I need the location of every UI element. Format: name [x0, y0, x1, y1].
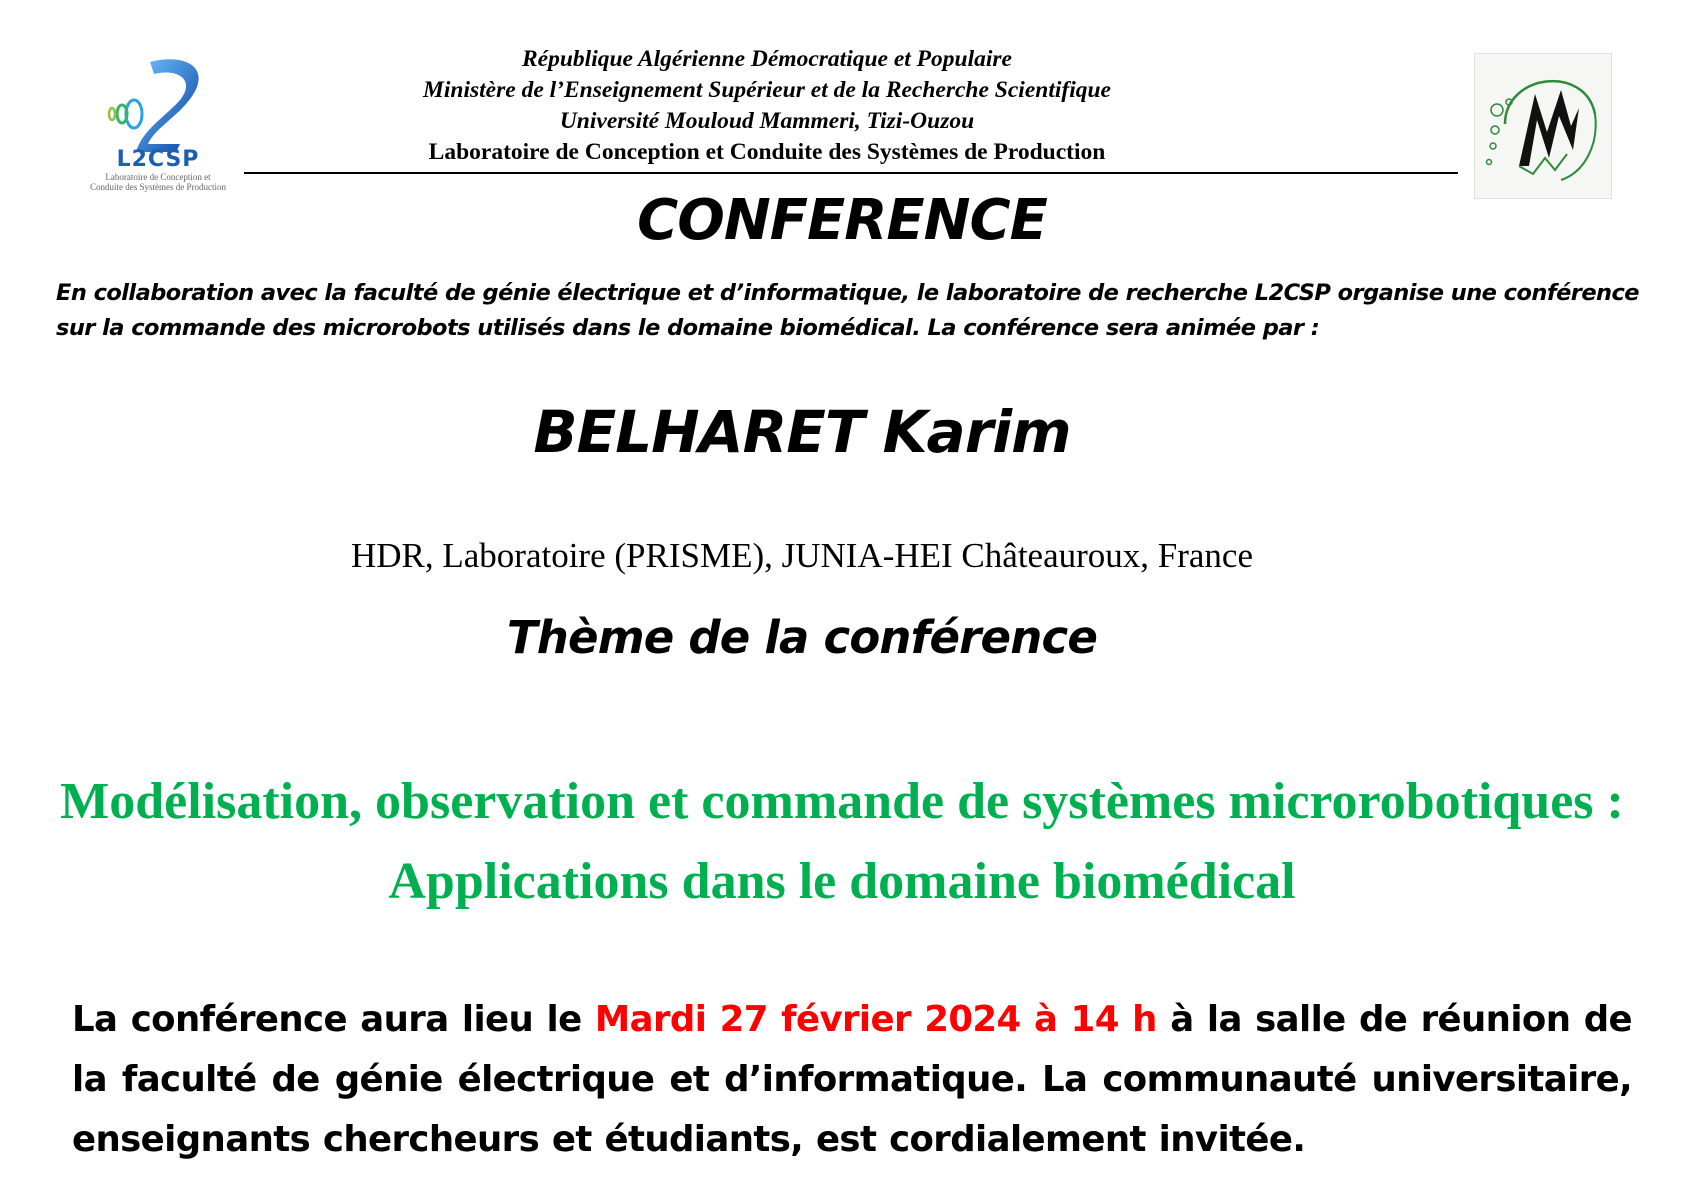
- header-divider: [244, 172, 1458, 174]
- event-date: Mardi 27 février 2024 à 14 h: [594, 999, 1157, 1040]
- details-after: à la salle de réunion de la faculté de génie électrique et d’informatique. La communauté universitaire, enseignants chercheurs et étudiants, est cordialement invitée.: [72, 999, 1632, 1160]
- intro-paragraph: En collaboration avec la faculté de génie électrique et d’informatique, le laboratoire de recherche L2CSP organise une conférence sur la commande des microrobots utilisés dans le domaine biomédical. La conférence sera animée par :: [56, 280, 1639, 341]
- page-title: CONFERENCE: [637, 188, 1047, 253]
- theme-label: Thème de la conférence: [506, 611, 1098, 664]
- details-before: La conférence aura lieu le: [72, 999, 595, 1040]
- l2csp-logo-text: L2CSP: [116, 147, 200, 172]
- header-ministry: Ministère de l’Enseignement Supérieur et de la Recherche Scientifique: [422, 77, 1111, 103]
- event-details: [72, 990, 1632, 1170]
- header-republic: République Algérienne Démocratique et Populaire: [521, 46, 1012, 72]
- header-laboratory: Laboratoire de Conception et Conduite des Systèmes de Production: [428, 139, 1106, 165]
- speaker-name: BELHARET Karim: [533, 398, 1071, 466]
- speaker-affiliation: HDR, Laboratoire (PRISME), JUNIA-HEI Châteauroux, France: [350, 536, 1253, 575]
- institution-header: [0, 44, 1684, 168]
- header-university: Université Mouloud Mammeri, Tizi-Ouzou: [559, 108, 975, 134]
- l2csp-logo-subtitle: Laboratoire de Conception et Conduite des Systèmes de Production: [90, 172, 226, 192]
- theme-title: Modélisation, observation et commande de systèmes microrobotiques : Applications dans le domaine biomédical: [60, 773, 1624, 910]
